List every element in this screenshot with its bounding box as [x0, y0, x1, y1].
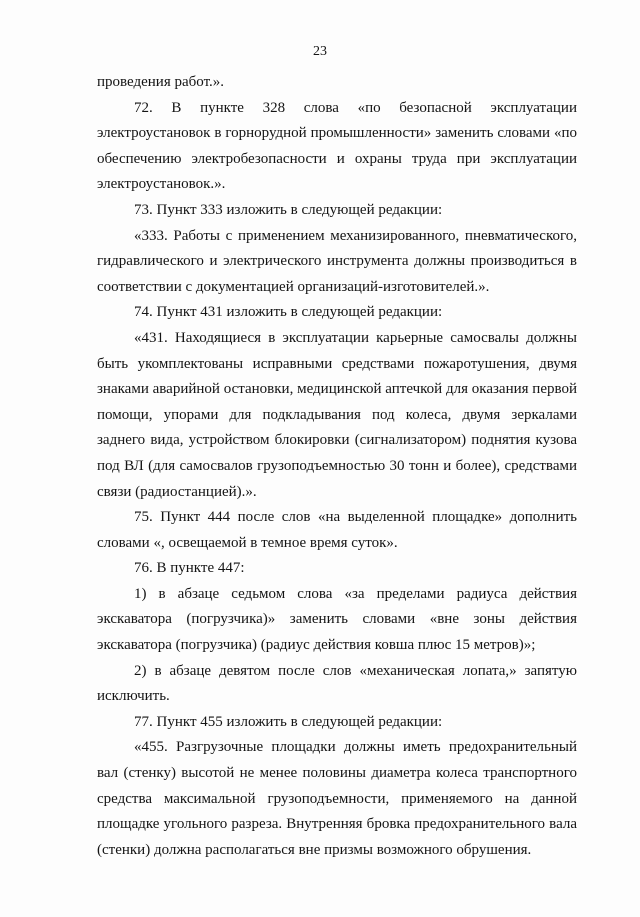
paragraph-item-74: 74. Пункт 431 изложить в следующей редакции: — [134, 304, 443, 321]
paragraph-item-73: 73. Пункт 333 изложить в следующей редакции: — [134, 201, 443, 218]
paragraph-subitem-2: 2) в абзаце девятом после слов «механическая лопата,» запятую исключить. — [97, 662, 577, 705]
paragraph-quote-431: «431. Находящиеся в эксплуатации карьерные самосвалы должны быть укомплектованы исправными средствами пожаротушения, двумя знаками аварийной остановки, медицинской аптечкой для оказания первой помощи, упорами для подкладывания под колеса, двумя зеркалами заднего вида, устройством блокировки (сигнализатором) поднятия кузова под ВЛ (для самосвалов грузоподъемностью 30 тонн и более), средствами связи (радиостанцией).». — [97, 329, 577, 500]
paragraph-item-72: 72. В пункте 328 слова «по безопасной эксплуатации электроустановок в горнорудной промышленности» заменить словами «по обеспечению электробезопасности и охраны труда при эксплуатации электроустановок.». — [97, 99, 577, 193]
paragraph-quote-455: «455. Разгрузочные площадки должны иметь предохранительный вал (стенку) высотой не менее половины диаметра колеса транспортного средства максимальной грузоподъемности, применяемого на данной площадке угольного разреза. Внутренняя бровка предохранительного вала (стенки) должна располагаться вне призмы возможного обрушения. — [97, 739, 577, 858]
paragraph-quote-333: «333. Работы с применением механизированного, пневматического, гидравлического и электрического инструмента должны производиться в соответствии с документацией организаций-изготовителей.». — [97, 227, 577, 295]
paragraph-continuation: проведения работ.». — [97, 74, 224, 90]
paragraph-subitem-1: 1) в абзаце седьмом слова «за пределами радиуса действия экскаватора (погрузчика)» заменить словами «вне зоны действия экскаватора (погрузчика) (радиус действия ковша плюс 15 метров)»; — [97, 585, 577, 654]
paragraph-item-76: 76. В пункте 447: — [134, 560, 245, 577]
document-body — [97, 70, 577, 863]
page-number: 23 — [313, 44, 327, 59]
paragraph-item-77: 77. Пункт 455 изложить в следующей редакции: — [134, 713, 443, 730]
paragraph-item-75: 75. Пункт 444 после слов «на выделенной площадке» дополнить словами «, освещаемой в темное время суток». — [97, 509, 577, 551]
